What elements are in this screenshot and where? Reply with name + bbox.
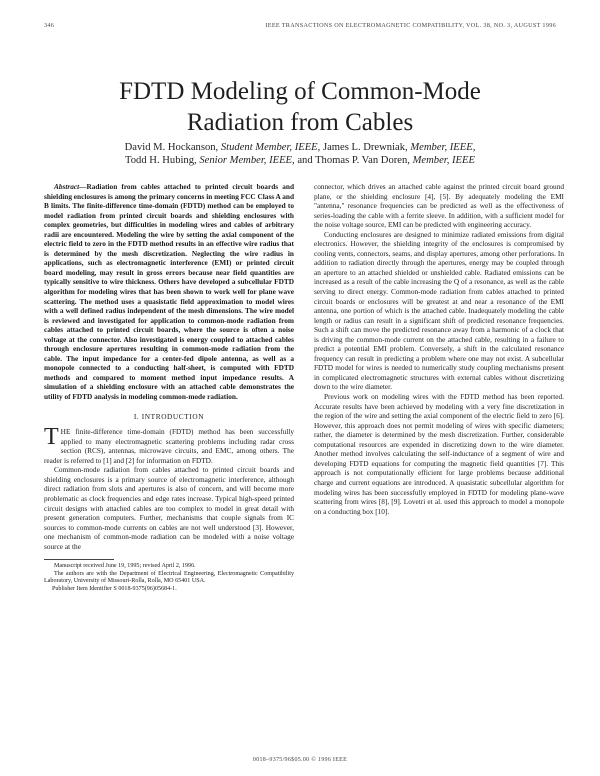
author-membership: Student Member, IEEE, bbox=[220, 142, 321, 153]
running-header bbox=[44, 22, 556, 34]
author-membership: Member, IEEE bbox=[412, 155, 475, 166]
author-membership: Member, IEEE, bbox=[410, 142, 476, 153]
author-name: James L. Drewniak, bbox=[322, 142, 408, 153]
footnote-manuscript: Manuscript received June 19, 1995; revised April 2, 1996. bbox=[54, 563, 196, 570]
page-number: 346 bbox=[44, 22, 55, 29]
section-heading-introduction: I. INTRODUCTION bbox=[133, 411, 205, 421]
author-name: David M. Hockanson, bbox=[124, 142, 219, 153]
intro-paragraph-continued: connector, which drives an attached cable against the printed circuit board ground plane, or the shielding enclosure [4], [5]. By adequately modeling the EMI "antenna," resonance frequencies can be predicted as well as the effectiveness of series-loading the cable with a ferrite sleeve. In addition, with a sufficient model for the noise voltage source, EMI can be predicted with engineering accuracy. bbox=[314, 182, 564, 230]
title-line-1: FDTD Modeling of Common-Mode bbox=[119, 78, 481, 105]
intro-paragraph-1 bbox=[44, 424, 294, 465]
paper-title bbox=[40, 76, 560, 138]
footnote-publisher-id: Publisher Item Identifier S 0018-9375(96)05684-1. bbox=[52, 586, 177, 593]
footnote-rule bbox=[44, 559, 114, 560]
title-line-2: Radiation from Cables bbox=[186, 109, 414, 136]
intro-paragraph-1-text: HE finite-difference time-domain (FDTD) method has been successfully applied to many electromagnetic scattering problems including radar cross section (RCS), antennas, microwave circuits, and EMC, among others. The reader is referred to [1] and [2] for information on FDTD. bbox=[44, 427, 294, 465]
intro-paragraph-4: Previous work on modeling wires with the FDTD method has been reported. Accurate results have been achieved by modeling with a very fine discretization in the region of the wire and setting the axial component of the electric field to zero [6]. However, this approach does not permit modeling of wires with specific diameters; rather, the diameter is determined by the mesh discretization. Further, considerable computational resources are expended in discretizing down to the wire diameter. Another method involves calculating the self-inductance of a segment of wire and developing FDTD equations for computing the magnetic field quantities [7]. This approach is not computationally efficient for large problems because additional charge and current equations are introduced. A quasistatic subcellular algorithm for modeling wires has been successfully employed in FDTD for modeling plane-wave scattering from wires [8], [9]. Lovetri et al. used this approach to model a monopole on a conducting box [10]. bbox=[314, 392, 564, 516]
footnote-affiliation: The authors are with the Department of Electrical Engineering, Electromagnetic Compatibility Laboratory, University of Missouri-Rolla, Rolla, MO 65401 USA. bbox=[44, 570, 294, 585]
author-membership: Senior Member, IEEE, bbox=[199, 155, 295, 166]
intro-paragraph-2: Common-mode radiation from cables attached to printed circuit boards and shielding enclosures is a primary source of electromagnetic interference, although direct radiation from slots and apertures is also of concern, and will become more problematic as clock frequencies and edge rates increase. Typical high-speed printed circuit designs with attached cables are too complex to model in great detail with present generation computers. Further, mechanisms that couple signals from IC sources to common-mode currents on cables are not well understood [3]. However, one mechanism of common-mode radiation can be modeled with a noise voltage source at the bbox=[44, 465, 294, 551]
authors-line-1 bbox=[60, 141, 540, 154]
abstract-label: Abstract— bbox=[54, 182, 87, 191]
abstract-text: Radiation from cables attached to printed circuit boards and shielding enclosures is among the primary concerns in meeting FCC Class A and B limits. The finite-difference time-domain (FDTD) method can be employed to model radiation from printed circuit boards and shielding enclosures with complex geometries, but difficulties in modeling wires and cables of arbitrary radii are encountered. Modeling the wire by setting the axial component of the electric field to zero in the FDTD method results in an effective wire radius that is determined by the mesh discretization. Neglecting the wire radius in applications, such as electromagnetic interference (EMI) or printed circuit board modeling, may result in gross errors because near field quantities are typically sensitive to wire thickness. Others have developed a subcellular FDTD algorithm for modeling wires that has been shown to work well for plane wave scattering. The method uses a quasistatic field approximation to model wires with a well defined radius independent of the mesh dimensions. The wire model is reviewed and investigated for application to common-mode radiation from cables attached to printed circuit boards, where the source is often a noise voltage at the connector. Also investigated is energy coupled to attached cables through enclosure apertures resulting in common-mode radiation from the cable. The input impedance for a center-fed dipole antenna, as well as a monopole connected to a conducting half-sheet, is computed with FDTD methods and compared to moment method input impedance results. A simulation of a shielding enclosure with an attached cable demonstrates the utility of FDTD analysis in modeling common-mode radiation. bbox=[44, 182, 294, 402]
left-column bbox=[44, 182, 294, 594]
drop-cap: T bbox=[44, 424, 59, 451]
copyright-code: 0018–9375/96$05.00 © 1996 IEEE bbox=[252, 757, 348, 763]
author-name: Todd H. Hubing, bbox=[125, 155, 197, 166]
author-name: and Thomas P. Van Doren, bbox=[297, 155, 410, 166]
authors-line-2 bbox=[60, 154, 540, 167]
abstract bbox=[44, 182, 294, 402]
right-column bbox=[314, 182, 564, 516]
author-list bbox=[60, 141, 540, 167]
intro-paragraph-3: Conducting enclosures are designed to minimize radiated emissions from digital electronics. However, the shielding integrity of the enclosures is compromised by cooling vents, connectors, seams, and display apertures, among other perforations. In addition to radiation directly through the apertures, energy may be coupled through an aperture to an attached shielded or unshielded cable. Radiated emissions can be increased as a result of the cable increasing the Q of a resonance, as well as the cable serving to direct energy. Common-mode radiation from cables attached to printed circuit boards or enclosures will be greatest at and near a resonance of the EMI antenna, one portion of which is the attached cable. Inadequately modeling the cable length or radius can result in a significant shift of predicted resonance frequencies. Such a shift can move the predicted resonance away from a harmonic of a clock that is driving the common-mode current on the attached cable, resulting in a failure to predict a potential EMI problem. Conversely, a shift in the calculated resonance frequency can result in predicting a problem where one may not exist. A subcellular FDTD model for wires is needed to numerically study coupling mechanisms present in complicated electromagnetic structures with external cables without discretizing down to the wire diameter. bbox=[314, 229, 564, 392]
journal-header: IEEE TRANSACTIONS ON ELECTROMAGNETIC COMPATIBILITY, VOL. 38, NO. 3, AUGUST 1996 bbox=[265, 22, 556, 29]
